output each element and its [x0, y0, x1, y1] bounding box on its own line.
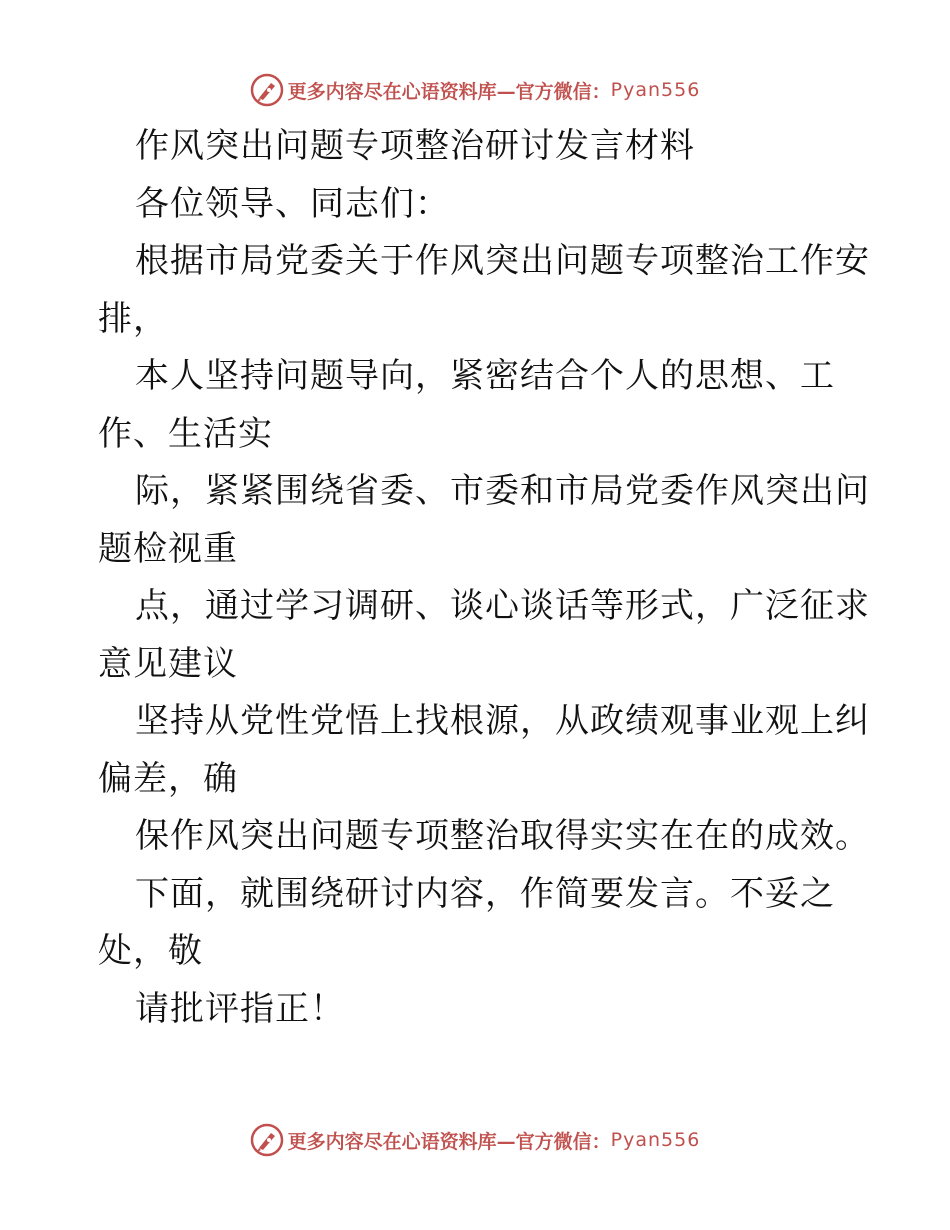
banner-wechat-id: Pyan556 [610, 79, 701, 101]
header-banner [0, 70, 950, 110]
paragraph-line: 保作风突出问题专项整治取得实实在在的成效。 [135, 816, 870, 856]
paragraph-line: 意见建议 [98, 643, 238, 684]
paragraph-line: 排， [98, 298, 168, 339]
document-title: 作风突出问题专项整治研讨发言材料 [135, 126, 695, 166]
banner-text: 更多内容尽在心语资料库—官方微信： [287, 80, 611, 103]
pen-nib-logo-icon [250, 73, 284, 107]
paragraph-line: 下面，就围绕研讨内容，作简要发言。不妥之 [135, 873, 835, 914]
paragraph-line: 际，紧紧围绕省委、市委和市局党委作风突出问 [135, 471, 870, 511]
banner-text: 更多内容尽在心语资料库—官方微信： [287, 1130, 611, 1153]
paragraph-line: 坚持从党性党悟上找根源，从政绩观事业观上纠 [135, 701, 870, 741]
paragraph-line: 作、生活实 [98, 413, 273, 454]
paragraph-line: 题检视重 [98, 528, 238, 569]
footer-banner [0, 1120, 950, 1160]
salutation: 各位领导、同志们： [135, 183, 450, 224]
paragraph-line: 处，敬 [98, 931, 203, 971]
banner-wechat-id: Pyan556 [610, 1129, 701, 1151]
paragraph-line: 点，通过学习调研、谈心谈话等形式，广泛征求 [135, 586, 870, 626]
pen-nib-logo-icon [250, 1123, 284, 1157]
closing-line: 请批评指正！ [135, 988, 345, 1029]
document-body [98, 118, 870, 1038]
paragraph-line: 根据市局党委关于作风突出问题专项整治工作安 [135, 241, 870, 281]
paragraph-line: 本人坚持问题导向，紧密结合个人的思想、工 [135, 356, 835, 396]
paragraph-line: 偏差，确 [98, 758, 238, 799]
